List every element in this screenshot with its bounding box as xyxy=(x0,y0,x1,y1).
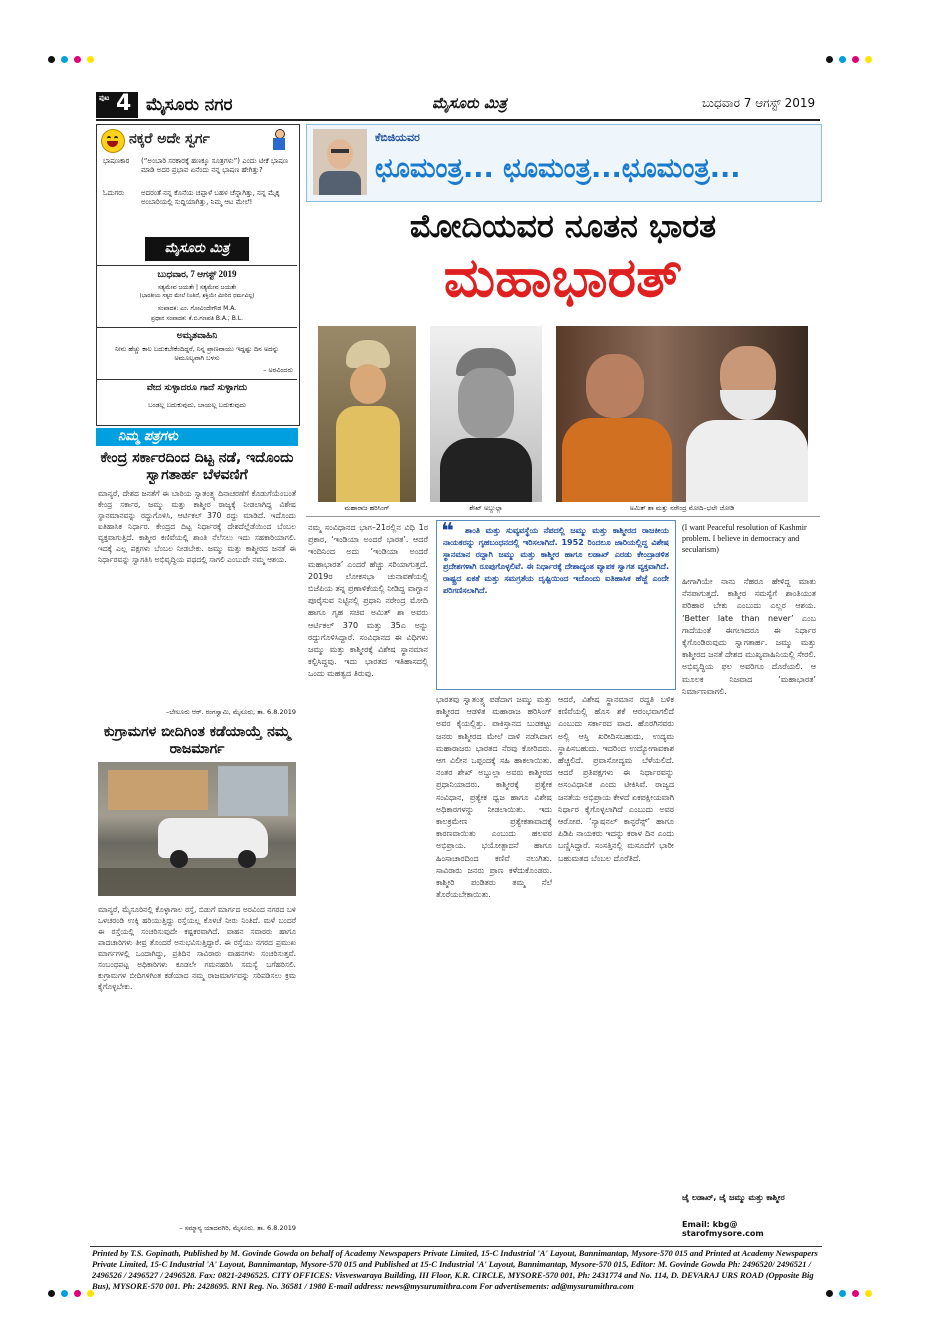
letter2-title: ಕುಗ್ರಾಮಗಳ ಬೀದಿಗಿಂತ ಕಡೆಯಾಯ್ತೆ ನಮ್ಮ ರಾಜಮಾರ್ಗ xyxy=(103,724,291,757)
page-header-left xyxy=(96,92,296,118)
quote-text: ನೀನು ಹೆಚ್ಚು ಕಾಲ ಬದುಕಬೇಕೆಂದಿದ್ದರೆ, ನಿನ್ನ ಪ್ರಾಣವಾಯು ಇದ್ದಷ್ಟು ದಿನ ಅದನ್ನು ಅಮೂಲ್ಯವಾಗಿ ಬಳಸು xyxy=(115,345,279,362)
humor-q-text: (“ಅಂಬಾರಿ ಸರಕಾರಕ್ಕೆ ಹಣಕ್ಕೂ ಸೂತ್ರಗಳು”) ಎಂದು ಟೀಕೆ ಭಾಷಣ ಮಾಡಿ ಅದರ ಪ್ರಭಾವ ಏನೆಂದು ನನ್ನ ಭಾಷಣ ಹೇಗಿತ್ತು? xyxy=(141,157,288,174)
registration-dots-top-right xyxy=(826,48,878,67)
proverb-text: ಬಂಡಲ್ಲ ಬದುಕುವುದು, ಬಾಯಲ್ಲ ಬದುಕುವುದು xyxy=(148,401,246,409)
laughing-face-icon xyxy=(101,129,125,153)
section-name: ಮೈಸೂರು ನಗರ xyxy=(146,95,233,115)
registration-dots-bottom-right xyxy=(826,1282,878,1301)
article-column-4: ಹೀಗಾಗಿಯೇ ನಾನು ನೆಹರೂ ಹೇಳಿದ್ದ ಮಾತು ನೆನಪಾಗುತ್ತದೆ. ಕಾಶ್ಮೀರ ಸಮಸ್ಯೆಗೆ ಶಾಂತಿಯುತ ಪರಿಹಾರ ಬೇಕು ಎಂಬುದು ಎಲ್ಲರ ಆಶಯ. ‘Better late than never’ ಎಂಬ ಗಾದೆಯಂತೆ ಈಗಲಾದರೂ ಈ ನಿರ್ಧಾರ ಕೈಗೊಂಡಿರುವುದು ಸ್ವಾಗತಾರ್ಹ. ಜಮ್ಮು ಮತ್ತು ಕಾಶ್ಮೀರದ ಜನತೆ ದೇಶದ ಮುಖ್ಯವಾಹಿನಿಯಲ್ಲಿ ಸೇರಲಿ. ಅಭಿವೃದ್ಧಿಯ ಫಲ ಅವರಿಗೂ ದೊರೆಯಲಿ. ಆ ಮೂಲಕ ನಿಜವಾದ ‘ಮಹಾಭಾರತ’ ನಿರ್ಮಾಣವಾಗಲಿ. xyxy=(682,577,816,696)
english-quote: (I want Peaceful resolution of Kashmir problem. I believe in democracy and secularism) xyxy=(682,523,807,554)
maharaja-portrait xyxy=(318,326,416,502)
footer-imprint: Printed by T.S. Gopinath, Published by M. Govinde Gowda on behalf of Academy Newspapers Private Limited, 15-C Industrial 'A' Layout, Bannimantap, Mysore-570 015 and Printed at Academy Newspapers Private Limited, 15-C Industrial 'A' Layout, Bannimantap, Mysore-570 015 and Published at 15-C Industrial 'A' Layout, Bannimantap, Mysore-570 015, Editor: M. Govinde Gowda Ph: 2496520/ 2496521 / 2496526 / 2496527 / 2496528. Fax: 0821-2496525. CITY OFFICES: Visveswaraya Building, III Floor, K.R. CIRCLE, MYSORE-570 001, Ph: 2431774 and No. 114, D. DEVARAJ URS ROAD (Opposite Big Bus), MYSORE-570 001. Ph: 2428695. RNI Reg. No. 36581 / 1980 E-mail address: news@mysurumithra.com For advertisements: ad@mysurumithra.com xyxy=(92,1248,818,1291)
street-photo xyxy=(98,762,296,896)
masthead-box-logo: ಮೈಸೂರು ಮಿತ್ರ xyxy=(145,237,249,261)
article-sign-off: ಜೈ ಲಡಾಖ್, ಜೈ ಜಮ್ಮು ಮತ್ತು ಕಾಶ್ಮೀರ xyxy=(682,1193,785,1202)
pull-quote-box xyxy=(436,520,676,690)
article-column-2: ಭಾರತವು ಸ್ವಾತಂತ್ರ್ಯ ಪಡೆದಾಗ ಜಮ್ಮು ಮತ್ತು ಕಾಶ್ಮೀರದ ಆಡಳಿತ ಮಹಾರಾಜ ಹರಿಸಿಂಗ್ ಅವರ ಕೈಯಲ್ಲಿತ್ತು. ಪಾಕಿಸ್ತಾನದ ಬುಡಕಟ್ಟು ಜನರು ಕಾಶ್ಮೀರದ ಮೇಲೆ ದಾಳಿ ನಡೆಸಿದಾಗ ಮಹಾರಾಜರು ಭಾರತದ ನೆರವು ಕೋರಿದರು. ಆಗ ವಿಲೀನ ಒಪ್ಪಂದಕ್ಕೆ ಸಹಿ ಹಾಕಲಾಯಿತು. ನಂತರ ಶೇಖ್ ಅಬ್ದುಲ್ಲಾ ಅವರು ಕಾಶ್ಮೀರದ ಪ್ರಧಾನಿಯಾದರು. ಕಾಶ್ಮೀರಕ್ಕೆ ಪ್ರತ್ಯೇಕ ಸಂವಿಧಾನ, ಪ್ರತ್ಯೇಕ ಧ್ವಜ ಹಾಗೂ ವಿಶೇಷ ಅಧಿಕಾರಗಳನ್ನು ನೀಡಲಾಯಿತು. ಇದು ಕಾಲಕ್ರಮೇಣ ಪ್ರತ್ಯೇಕತಾವಾದಕ್ಕೆ ಕಾರಣವಾಯಿತು ಎಂಬುದು ಹಲವರ ಅಭಿಪ್ರಾಯ. ಭಯೋತ್ಪಾದನೆ ಹಾಗೂ ಹಿಂಸಾಚಾರದಿಂದ ಕಣಿವೆ ನಲುಗಿತು. ಸಾವಿರಾರು ಜನರು ಪ್ರಾಣ ಕಳೆದುಕೊಂಡರು. ಕಾಶ್ಮೀರಿ ಪಂಡಿತರು ತಮ್ಮ ನೆಲೆ ತೊರೆಯಬೇಕಾಯಿತು. xyxy=(436,695,552,900)
humor-a-label: ಓದುಗರು xyxy=(103,189,125,197)
registration-dots-top-left xyxy=(48,48,100,67)
cartoon-figure-icon xyxy=(269,129,289,151)
letters-section-title: ನಿಮ್ಮ ಪತ್ರಗಳು xyxy=(118,429,178,444)
article-column-3: ಆದರೆ, ವಿಶೇಷ ಸ್ಥಾನಮಾನ ರದ್ದತಿ ಬಳಿಕ ಕಣಿವೆಯಲ್ಲಿ ಹೊಸ ಶಕೆ ಆರಂಭವಾಗಲಿದೆ ಎಂಬುದು ಸರ್ಕಾರದ ವಾದ. ಹೊರಗಿನವರು ಅಲ್ಲಿ ಆಸ್ತಿ ಖರೀದಿಸಬಹುದು, ಉದ್ಯಮ ಸ್ಥಾಪಿಸಬಹುದು. ಇದರಿಂದ ಉದ್ಯೋಗಾವಕಾಶ ಹೆಚ್ಚಲಿದೆ. ಪ್ರವಾಸೋದ್ಯಮ ಬೆಳೆಯಲಿದೆ. ಆದರೆ ಪ್ರತಿಪಕ್ಷಗಳು ಈ ನಿರ್ಧಾರವನ್ನು ಅಸಂವಿಧಾನಿಕ ಎಂದು ಟೀಕಿಸಿವೆ. ರಾಜ್ಯದ ಜನತೆಯ ಅಭಿಪ್ರಾಯ ಕೇಳದೆ ಏಕಪಕ್ಷೀಯವಾಗಿ ನಿರ್ಧಾರ ಕೈಗೊಳ್ಳಲಾಗಿದೆ ಎಂಬುದು ಅವರ ಆರೋಪ. ‘ನ್ಯಾಷನಲ್ ಕಾನ್ಫರೆನ್ಸ್’ ಹಾಗೂ ಪಿಡಿಪಿ ನಾಯಕರು ಇದನ್ನು ಕರಾಳ ದಿನ ಎಂದು ಬಣ್ಣಿಸಿದ್ದಾರೆ. ಸಂಸತ್ತಿನಲ್ಲಿ ಮಸೂದೆಗೆ ಭಾರೀ ಬಹುಮತದ ಬೆಂಬಲ ದೊರೆತಿದೆ. xyxy=(558,695,674,863)
humor-header xyxy=(101,129,293,153)
masthead-box-publisher: ಪ್ರಧಾನ ಸಂಪಾದಕ: ಕೆ.ಬಿ.ಗಣಪತಿ B.A.; B.L. xyxy=(150,315,243,322)
column-author-label: ಕೆಬಿಜಿಯವರ xyxy=(375,131,420,144)
page-number: 4 xyxy=(116,91,132,116)
caption-maharaja: ಮಹಾರಾಜ ಹರಿಸಿಂಗ್ xyxy=(344,504,390,512)
caption-sheikh-abdullah: ಶೇಖ್ ಅಬ್ದುಲ್ಲಾ xyxy=(469,504,503,512)
columnist-email: Email: kbg@ starofmysore.com xyxy=(682,1220,764,1238)
article-lead-column: ನಮ್ಮ ಸಂವಿಧಾನದ ಭಾಗ–21ರಲ್ಲಿನ ವಿಧಿ 1ರ ಪ್ರಕಾರ, ‘ಇಂಡಿಯಾ ಅಂದರೆ ಭಾರತ’. ಆದರೆ ಇಂದಿನಿಂದ ಅದು ‘ಇಂಡಿಯಾ ಅಂದರೆ ಮಹಾಭಾರತ’ ಎಂದರೆ ಹೆಚ್ಚು ಸರಿಯಾಗುತ್ತದೆ. 2019ರ ಲೋಕಸಭಾ ಚುನಾವಣೆಯಲ್ಲಿ ಬಿಜೆಪಿಯ ತನ್ನ ಪ್ರಣಾಳಿಕೆಯಲ್ಲಿ ನೀಡಿದ್ದ ವಾಗ್ದಾನ ಪೂರೈಸುವ ನಿಟ್ಟಿನಲ್ಲಿ ಪ್ರಧಾನಿ ನರೇಂದ್ರ ಮೋದಿ ಹಾಗೂ ಗೃಹ ಸಚಿವ ಅಮಿತ್ ಶಾ ಅವರು ಆರ್ಟಿಕಲ್ 370 ಮತ್ತು 35ಎ ಅನ್ನು ರದ್ದುಗೊಳಿಸಿದ್ದಾರೆ. ಸಂವಿಧಾನದ ಈ ವಿಧಿಗಳು ಜಮ್ಮು ಮತ್ತು ಕಾಶ್ಮೀರಕ್ಕೆ ವಿಶೇಷ ಸ್ಥಾನಮಾನ ಕಲ್ಪಿಸಿದ್ದವು. ಇದು ಭಾರತದ ಇತಿಹಾಸದಲ್ಲಿ ಒಂದು ಮಹತ್ವದ ತಿರುವು. xyxy=(308,523,428,679)
headline-line1: ಮೋದಿಯವರ ನೂತನ ಭಾರತ xyxy=(409,207,717,245)
masthead-box-date: ಬುಧವಾರ, 7 ಆಗಸ್ಟ್ 2019 xyxy=(157,269,237,279)
masthead-box-motto: ಸತ್ಯಮೇವ ಜಯತೇ | ಸತ್ಯಮೇವ ಜಯತೇ xyxy=(157,284,237,291)
humor-q-label: ಭಾಷಣಕಾರ xyxy=(103,157,130,165)
header-rule xyxy=(96,119,820,121)
quote-author: – ಅರವಿಂದರು xyxy=(263,366,293,374)
letter1-author: –ಬೇಲೂರು ಆರ್. ರಂಗಸ್ವಾಮಿ, ಮೈಸೂರು, ತಾ. 6.8.2019 xyxy=(166,708,296,716)
letters-banner xyxy=(96,428,298,446)
column-name: ಛೂಮಂತ್ರ... ಛೂಮಂತ್ರ...ಛೂಮಂತ್ರ... xyxy=(375,153,741,184)
page-label: ಪುಟ xyxy=(99,94,110,102)
sheikh-abdullah-portrait xyxy=(430,326,542,502)
letter1-title: ಕೇಂದ್ರ ಸರ್ಕಾರದಿಂದ ದಿಟ್ಟ ನಡೆ, ಇದೊಂದು ಸ್ವಾಗತಾರ್ಹ ಬೆಳವಣಿಗೆ xyxy=(100,450,294,483)
columnist-photo xyxy=(313,129,367,195)
column-header-band xyxy=(306,124,822,202)
quote-title: ಅಮೃತವಾಹಿನಿ xyxy=(176,331,218,341)
amit-shah-modi-photo xyxy=(556,326,808,502)
header-date: ಬುಧವಾರ 7 ಆಗಸ್ಟ್ 2019 xyxy=(702,96,816,110)
letter2-author: – ಸಮ್ಮಾನ್ಯ ಯಾದವಗಿರಿ, ಮೈಸೂರು. ತಾ. 6.8.2019 xyxy=(179,1224,296,1232)
letter2-body: ಮಾನ್ಯರೆ, ಮೈಸೂರಿನಲ್ಲಿ ಕೊಳ್ಳಾಗಾಲ ರಸ್ತೆ, ಬಿಡುಗೆ ಮಾರ್ಗದ ಅರವಿಂದ ನಗರದ ಬಳಿ ಒಳಚರಂಡಿ ಉಕ್ಕಿ ಹರಿಯುತ್ತಿದ್ದು ರಸ್ತೆಯಲ್ಲ ಕೊಳಚೆ ನೀರು ನಿಂತಿದೆ. ಮಳೆ ಬಂದರೆ ಈ ರಸ್ತೆಯಲ್ಲಿ ಸಂಚರಿಸುವುದೇ ಕಷ್ಟಕರವಾಗಿದೆ. ವಾಹನ ಸವಾರರು ಹಾಗೂ ಪಾದಚಾರಿಗಳು ತೀವ್ರ ತೊಂದರೆ ಅನುಭವಿಸುತ್ತಿದ್ದಾರೆ. ಈ ರಸ್ತೆಯು ನಗರದ ಪ್ರಮುಖ ಮಾರ್ಗಗಳಲ್ಲಿ ಒಂದಾಗಿದ್ದು, ಪ್ರತಿದಿನ ಸಾವಿರಾರು ವಾಹನಗಳು ಸಂಚರಿಸುತ್ತವೆ. ಸಂಬಂಧಪಟ್ಟ ಅಧಿಕಾರಿಗಳು ಕೂಡಲೇ ಗಮನಹರಿಸಿ ಸಮಸ್ಯೆ ಬಗೆಹರಿಸಲಿ. ಕುಗ್ರಾಮಗಳ ಬೀದಿಗಳಿಗಿಂತ ಕಡೆಯಾದ ನಮ್ಮ ರಾಜಮಾರ್ಗವನ್ನು ಸರಿಪಡಿಸಲು ಕ್ರಮ ಕೈಗೊಳ್ಳಬೇಕು. xyxy=(98,905,296,991)
caption-amit-shah-modi: ಅಮಿತ್ ಶಾ ಮತ್ತು ನರೇಂದ್ರ ಮೋದಿ–ಭಲೇ ಜೋಡಿ xyxy=(629,504,735,512)
humor-title: ನಕ್ಕರೆ ಅದೇ ಸ್ವರ್ಗ xyxy=(129,131,210,147)
proverb-title: ವೇದ ಸುಳ್ಳಾದರೂ ಗಾದೆ ಸುಳ್ಳಾಗದು xyxy=(146,383,248,393)
masthead-logo: ಮೈಸೂರು ಮಿತ್ರ xyxy=(432,94,507,112)
masthead-box-motto-note: (ಭಾರತೀಯ ಸತ್ಯದ ಮೇಲೆ ನಿಂತಿದೆ, ಶಕ್ತಿಯೇ ಮೀರಿದ ಧರ್ಮವಿಲ್ಲ) xyxy=(139,293,255,299)
humor-a-text: ಅದರಂತೆ ನನ್ನ ಕೊನೆಯ ಚಪ್ಪಾಳೆ ಬಹಳ ಚೆನ್ನಾಗಿತ್ತು, ನನ್ನ ಮೈಕ್ಕ ಅಂಬಾರಿಯಲ್ಲಿ ಸುದ್ದಿಯಾಗಿತ್ತು, ನಿಮ್ಮ ಆಟ ಮೇಲೆ! xyxy=(141,189,280,206)
pull-quote-text: ಶಾಂತಿ ಮತ್ತು ಸುವ್ಯವಸ್ಥೆಯ ನೆಪದಲ್ಲಿ ಜಮ್ಮು ಮತ್ತು ಕಾಶ್ಮೀರದ ರಾಜಕೀಯ ನಾಯಕರನ್ನು ಗೃಹಬಂಧನದಲ್ಲಿ ಇರಿಸಲಾಗಿದೆ. 1952 ರಿಂದಲೂ ಜಾರಿಯಲ್ಲಿದ್ದ ವಿಶೇಷ ಸ್ಥಾನಮಾನ ರದ್ದಾಗಿ ಜಮ್ಮು ಮತ್ತು ಕಾಶ್ಮೀರ ಹಾಗೂ ಲಡಾಖ್ ಎರಡು ಕೇಂದ್ರಾಡಳಿತ ಪ್ರದೇಶಗಳಾಗಿ ರೂಪುಗೊಳ್ಳಲಿವೆ. ಈ ನಿರ್ಧಾರಕ್ಕೆ ದೇಶಾದ್ಯಂತ ವ್ಯಾಪಕ ಸ್ವಾಗತ ವ್ಯಕ್ತವಾಗಿದೆ. ರಾಷ್ಟ್ರದ ಏಕತೆ ಮತ್ತು ಸಮಗ್ರತೆಯ ದೃಷ್ಟಿಯಿಂದ ಇದೊಂದು ಐತಿಹಾಸಿಕ ಹೆಜ್ಜೆ ಎಂದೇ ಪರಿಗಣಿಸಲಾಗಿದೆ. xyxy=(443,526,669,595)
pull-quote-open-icon: ❝ xyxy=(441,519,454,544)
page-number-badge xyxy=(96,92,138,118)
masthead-box-editor: ಸಂಪಾದಕ: ಎಂ. ಗೋವಿಂದೇಗೌಡ M.A. xyxy=(157,305,237,312)
headline-line2: ಮಹಾಭಾರತ್ xyxy=(443,246,683,309)
left-info-box xyxy=(96,124,300,426)
letter1-body: ಮಾನ್ಯರೆ, ದೇಶದ ಜನತೆಗೆ ಈ ಬಾರಿಯ ಸ್ವಾತಂತ್ರ್ಯ ದಿನಾಚರಣೆಗೆ ಕೊಡುಗೆಯೆಂಬಂತೆ ಕೇಂದ್ರ ಸರ್ಕಾರ, ಜಮ್ಮು ಮತ್ತು ಕಾಶ್ಮೀರ ರಾಜ್ಯಕ್ಕೆ ನೀಡಲಾಗಿದ್ದ ವಿಶೇಷ ಸ್ಥಾನಮಾನವನ್ನು ರದ್ದುಗೊಳಿಸಿ, ಆರ್ಟಿಕಲ್ 370 ರದ್ದು ಮಾಡಿದೆ. ಇದೊಂದು ಐತಿಹಾಸಿಕ ನಿರ್ಧಾರ. ಕೇಂದ್ರದ ದಿಟ್ಟ ನಿರ್ಧಾರಕ್ಕೆ ದೇಶದೆಲ್ಲೆಡೆಯಿಂದ ಬೆಂಬಲ ವ್ಯಕ್ತವಾಗುತ್ತಿದೆ. ಕಾಶ್ಮೀರ ಕಣಿವೆಯಲ್ಲಿ ಶಾಂತಿ ನೆಲೆಸಲು ಇದು ಸಹಕಾರಿಯಾಗಲಿ. ಇದಕ್ಕೆ ಎಲ್ಲ ಪಕ್ಷಗಳು ಬೆಂಬಲ ನೀಡಬೇಕು. ಜಮ್ಮು ಮತ್ತು ಕಾಶ್ಮೀರದ ಜನತೆ ಈ ನಿರ್ಧಾರವನ್ನು ಸ್ವಾಗತಿಸಿ ಅಭಿವೃದ್ಧಿಯ ಪಥದಲ್ಲಿ ಸಾಗಲಿ ಎಂಬುದೇ ನಮ್ಮ ಆಶಯ. xyxy=(98,489,296,564)
